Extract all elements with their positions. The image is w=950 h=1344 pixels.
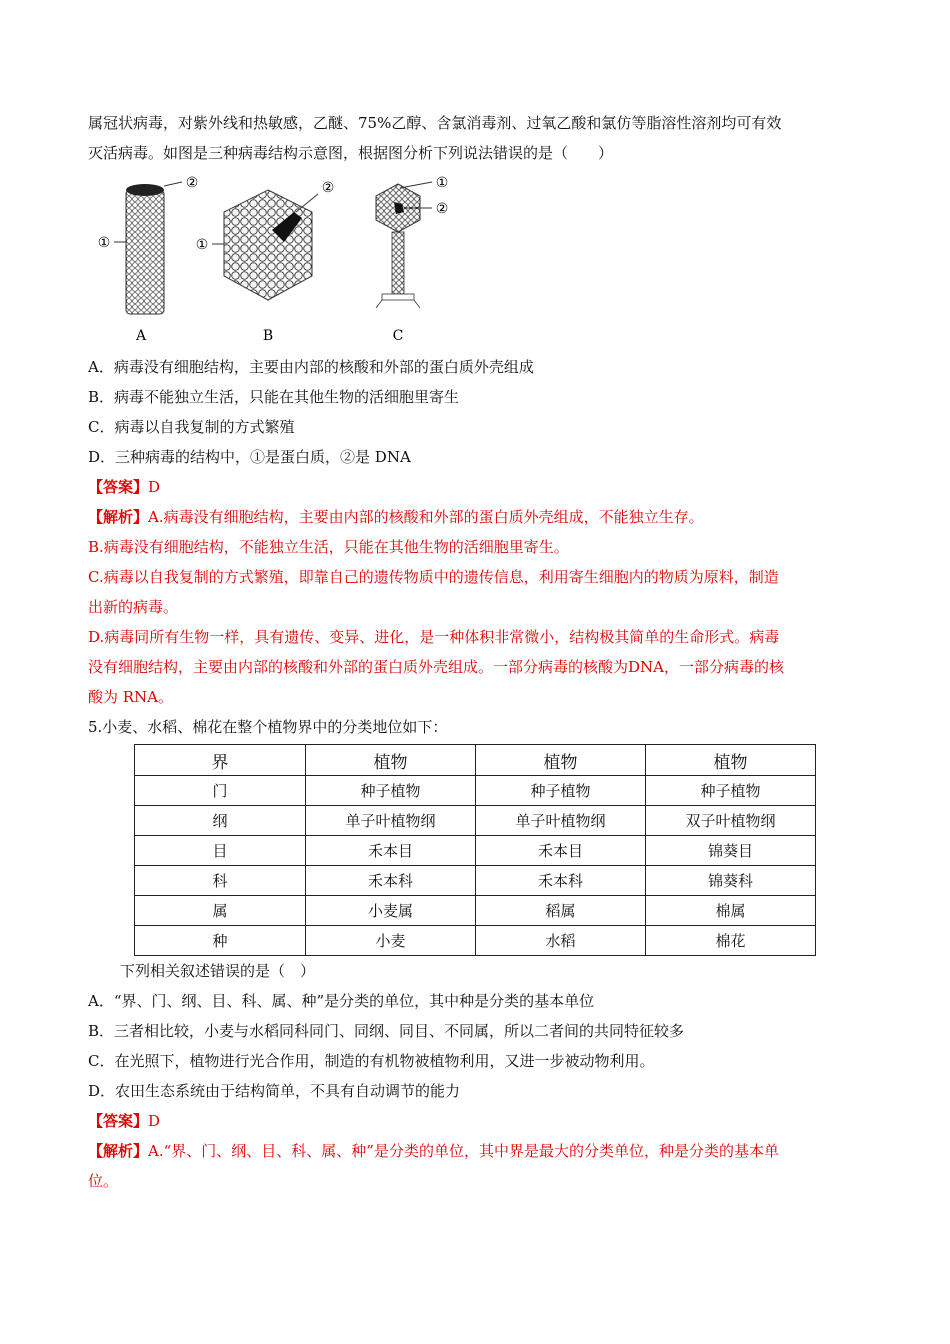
- virus-b: [212, 190, 318, 300]
- table-cell: 小麦属: [306, 896, 476, 926]
- q5-analysis-line-1: 【解析】A.“界、门、纲、目、科、属、种”是分类的单位，其中界是最大的分类单位，种是分类的基本单: [88, 1142, 779, 1160]
- q5-answer-tag: 【答案】: [88, 1112, 149, 1130]
- table-cell: 棉属: [646, 896, 816, 926]
- q4-option-c: C．病毒以自我复制的方式繁殖: [88, 418, 295, 436]
- table-cell: 植物: [476, 745, 646, 776]
- table-cell: 种子植物: [476, 776, 646, 806]
- table-row: [135, 866, 816, 896]
- q5-option-c: C．在光照下，植物进行光合作用，制造的有机物被植物利用，又进一步被动物利用。: [88, 1052, 655, 1070]
- q4-analysis-line-6: 没有细胞结构，主要由内部的核酸和外部的蛋白质外壳组成。一部分病毒的核酸为DNA，一部分病毒的核: [88, 658, 784, 676]
- virus-c-label-2: ②: [435, 201, 449, 217]
- table-cell: 水稻: [476, 926, 646, 956]
- table-cell: 锦葵目: [646, 836, 816, 866]
- q4-analysis-line-2: B.病毒没有细胞结构，不能独立生活，只能在其他生物的活细胞里寄生。: [88, 538, 569, 556]
- q5-option-b: B．三者相比较，小麦与水稻同科同门、同纲、同目、不同属，所以二者间的共同特征较多: [88, 1022, 685, 1040]
- table-cell: 植物: [306, 745, 476, 776]
- q5-option-d: D．农田生态系统由于结构简单，不具有自动调节的能力: [88, 1082, 461, 1100]
- q4-analysis-tag: 【解析】: [88, 508, 149, 526]
- q4-answer-tag: 【答案】: [88, 478, 149, 496]
- table-rank-cell: 纲: [135, 806, 306, 836]
- table-rank-cell: 科: [135, 866, 306, 896]
- table-row: [135, 806, 816, 836]
- table-row: [135, 745, 816, 776]
- q4-option-d: D．三种病毒的结构中，①是蛋白质，②是 DNA: [88, 448, 411, 466]
- virus-c-label-1: ①: [435, 175, 449, 191]
- q4-intro-line-1: 属冠状病毒，对紫外线和热敏感，乙醚、75%乙醇、含氯消毒剂、过氧乙酸和氯仿等脂溶性溶剂均可有效: [88, 114, 782, 132]
- table-cell: 单子叶植物纲: [306, 806, 476, 836]
- virus-a-label-2: ②: [185, 175, 199, 191]
- table-cell: 单子叶植物纲: [476, 806, 646, 836]
- virus-c: [376, 182, 432, 308]
- table-rank-cell: 种: [135, 926, 306, 956]
- q5-answer: [88, 1106, 868, 1136]
- q5-question: 下列相关叙述错误的是（ ）: [120, 962, 316, 980]
- q4-analysis-line-1: 【解析】A.病毒没有细胞结构，主要由内部的核酸和外部的蛋白质外壳组成，不能独立生存。: [88, 508, 704, 526]
- table-row: [135, 776, 816, 806]
- q4-answer: [88, 472, 868, 502]
- document-page: [88, 108, 868, 1196]
- q4-analysis-line-4: 出新的病毒。: [88, 598, 179, 616]
- table-cell: 棉花: [646, 926, 816, 956]
- virus-structure-figure: [96, 172, 456, 348]
- table-rank-cell: 界: [135, 745, 306, 776]
- q4-answer-value: D: [148, 478, 161, 496]
- table-cell: 植物: [646, 745, 816, 776]
- table-cell: 双子叶植物纲: [646, 806, 816, 836]
- caption-c: C: [392, 328, 404, 344]
- q4-analysis-line-3: C.病毒以自我复制的方式繁殖，即靠自己的遗传物质中的遗传信息，利用寄生细胞内的物质为原料，制造: [88, 568, 779, 586]
- virus-b-label-2: ②: [321, 180, 335, 196]
- q4-option-a: A．病毒没有细胞结构，主要由内部的核酸和外部的蛋白质外壳组成: [88, 358, 534, 376]
- virus-diagram: [96, 172, 456, 348]
- table-rank-cell: 目: [135, 836, 306, 866]
- virus-b-label-1: ①: [195, 237, 209, 253]
- table-rank-cell: 属: [135, 896, 306, 926]
- q5-analysis-tag: 【解析】: [88, 1142, 149, 1160]
- virus-a: [114, 182, 182, 314]
- q5-option-a: A．“界、门、纲、目、科、属、种”是分类的单位，其中种是分类的基本单位: [88, 992, 595, 1010]
- table-cell: 锦葵科: [646, 866, 816, 896]
- table-cell: 种子植物: [306, 776, 476, 806]
- table-cell: 禾本科: [476, 866, 646, 896]
- q4-analysis-line-5: D.病毒同所有生物一样，具有遗传、变异、进化，是一种体积非常微小，结构极其简单的生命形式。病毒: [88, 628, 780, 646]
- table-cell: 小麦: [306, 926, 476, 956]
- caption-b: B: [262, 328, 274, 344]
- caption-a: A: [135, 328, 147, 344]
- virus-a-label-1: ①: [97, 235, 111, 251]
- table-row: [135, 836, 816, 866]
- q5-answer-value: D: [148, 1112, 161, 1130]
- q5-stem: 5.小麦、水稻、棉花在整个植物界中的分类地位如下：: [88, 718, 448, 736]
- q4-option-b: B．病毒不能独立生活，只能在其他生物的活细胞里寄生: [88, 388, 460, 406]
- table-row: [135, 926, 816, 956]
- table-cell: 禾本科: [306, 866, 476, 896]
- table-cell: 种子植物: [646, 776, 816, 806]
- classification-table: [134, 744, 816, 956]
- q5-analysis-line-2: 位。: [88, 1172, 119, 1190]
- table-cell: 禾本目: [476, 836, 646, 866]
- table-cell: 稻属: [476, 896, 646, 926]
- table-row: [135, 896, 816, 926]
- table-cell: 禾本目: [306, 836, 476, 866]
- q4-analysis-line-7: 酸为 RNA。: [88, 688, 174, 706]
- table-rank-cell: 门: [135, 776, 306, 806]
- q4-intro-line-2: 灭活病毒。如图是三种病毒结构示意图，根据图分析下列说法错误的是（ ）: [88, 144, 614, 162]
